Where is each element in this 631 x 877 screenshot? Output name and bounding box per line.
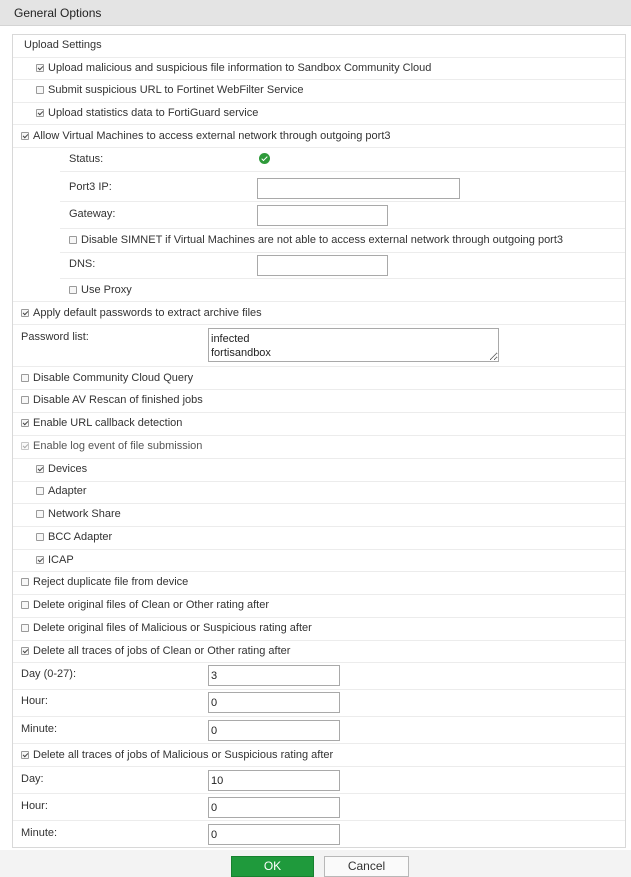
ok-button[interactable]: OK: [231, 856, 314, 877]
log-source-adapter-label: Adapter: [48, 485, 87, 497]
log-source-network-share-checkbox[interactable]: [36, 510, 44, 518]
disable-community-query-checkbox[interactable]: [21, 374, 29, 382]
dialog-footer: [0, 850, 631, 877]
divider: [13, 617, 625, 618]
clean-minute-label: Minute:: [21, 723, 58, 735]
divider: [13, 79, 625, 80]
divider: [13, 147, 625, 148]
reject-duplicate-checkbox[interactable]: [21, 578, 29, 586]
divider: [13, 481, 625, 482]
enable-url-callback-label: Enable URL callback detection: [33, 417, 183, 429]
divider: [13, 594, 625, 595]
upload-settings-heading: Upload Settings: [24, 39, 102, 51]
enable-log-event-label: Enable log event of file submission: [33, 440, 203, 452]
divider: [13, 366, 625, 367]
delete-clean-files-label: Delete original files of Clean or Other rating after: [33, 599, 270, 611]
delete-malicious-files-checkbox[interactable]: [21, 624, 29, 632]
disable-simnet-label: Disable SIMNET if Virtual Machines are not able to access external network through outgoing port3: [81, 234, 564, 246]
divider: [13, 435, 625, 436]
dns-label: DNS:: [69, 258, 96, 270]
use-proxy-checkbox[interactable]: [69, 286, 77, 294]
divider: [13, 662, 625, 663]
disable-av-rescan-checkbox[interactable]: [21, 396, 29, 404]
divider: [13, 766, 625, 767]
divider: [13, 102, 625, 103]
log-source-icap-checkbox[interactable]: [36, 556, 44, 564]
divider: [13, 689, 625, 690]
divider: [60, 171, 625, 172]
divider: [60, 252, 625, 253]
log-source-icap-label: ICAP: [48, 554, 74, 566]
log-source-devices-label: Devices: [48, 463, 88, 475]
divider: [60, 278, 625, 279]
delete-clean-traces-label: Delete all traces of jobs of Clean or Other rating after: [33, 645, 291, 657]
use-proxy-label: Use Proxy: [81, 284, 132, 296]
apply-default-passwords-label: Apply default passwords to extract archive files: [33, 307, 262, 319]
disable-simnet-checkbox[interactable]: [69, 236, 77, 244]
delete-clean-files-checkbox[interactable]: [21, 601, 29, 609]
clean-minute-input[interactable]: [208, 720, 340, 741]
upload-statistics-checkbox[interactable]: [36, 109, 44, 117]
log-source-network-share-label: Network Share: [48, 508, 121, 520]
divider: [13, 743, 625, 744]
divider: [13, 458, 625, 459]
divider: [13, 820, 625, 821]
divider: [13, 716, 625, 717]
password-list-label: Password list:: [21, 331, 89, 343]
malicious-minute-input[interactable]: [208, 824, 340, 845]
password-list-textarea[interactable]: [208, 328, 499, 362]
divider: [13, 389, 625, 390]
divider: [13, 549, 625, 550]
divider: [13, 526, 625, 527]
disable-av-rescan-label: Disable AV Rescan of finished jobs: [33, 394, 203, 406]
upload-malicious-label: Upload malicious and suspicious file information to Sandbox Community Cloud: [48, 62, 432, 74]
divider: [13, 124, 625, 125]
upload-malicious-checkbox[interactable]: [36, 64, 44, 72]
apply-default-passwords-checkbox[interactable]: [21, 309, 29, 317]
divider: [13, 301, 625, 302]
port3-ip-input[interactable]: [257, 178, 460, 199]
submit-suspicious-url-checkbox[interactable]: [36, 86, 44, 94]
malicious-minute-label: Minute:: [21, 827, 58, 839]
gateway-input[interactable]: [257, 205, 388, 226]
enable-url-callback-checkbox[interactable]: [21, 419, 29, 427]
delete-clean-traces-checkbox[interactable]: [21, 647, 29, 655]
dialog-header: [0, 0, 631, 26]
delete-malicious-traces-checkbox[interactable]: [21, 751, 29, 759]
dialog-title: General Options: [14, 6, 102, 20]
dns-input[interactable]: [257, 255, 388, 276]
log-source-devices-checkbox[interactable]: [36, 465, 44, 473]
divider: [13, 324, 625, 325]
allow-vm-external-checkbox[interactable]: [21, 132, 29, 140]
submit-suspicious-url-label: Submit suspicious URL to Fortinet WebFilter Service: [48, 84, 304, 96]
upload-statistics-label: Upload statistics data to FortiGuard service: [48, 107, 259, 119]
log-source-bcc-adapter-checkbox[interactable]: [36, 533, 44, 541]
clean-day-input[interactable]: [208, 665, 340, 686]
reject-duplicate-label: Reject duplicate file from device: [33, 576, 189, 588]
divider: [13, 793, 625, 794]
enable-log-event-checkbox: [21, 442, 29, 450]
clean-day-label: Day (0-27):: [21, 668, 77, 680]
divider: [13, 57, 625, 58]
malicious-day-input[interactable]: [208, 770, 340, 791]
delete-malicious-files-label: Delete original files of Malicious or Suspicious rating after: [33, 622, 312, 634]
malicious-hour-label: Hour:: [21, 800, 48, 812]
clean-hour-label: Hour:: [21, 695, 48, 707]
divider: [13, 571, 625, 572]
malicious-day-label: Day:: [21, 773, 44, 785]
delete-malicious-traces-label: Delete all traces of jobs of Malicious or Suspicious rating after: [33, 749, 334, 761]
divider: [13, 412, 625, 413]
clean-hour-input[interactable]: [208, 692, 340, 713]
malicious-hour-input[interactable]: [208, 797, 340, 818]
status-label: Status:: [69, 153, 104, 165]
log-source-bcc-adapter-label: BCC Adapter: [48, 531, 113, 543]
gateway-label: Gateway:: [69, 208, 116, 220]
log-source-adapter-checkbox[interactable]: [36, 487, 44, 495]
divider: [60, 201, 625, 202]
disable-community-query-label: Disable Community Cloud Query: [33, 372, 194, 384]
divider: [13, 503, 625, 504]
divider: [13, 640, 625, 641]
port3-ip-label: Port3 IP:: [69, 181, 112, 193]
allow-vm-external-label: Allow Virtual Machines to access external network through outgoing port3: [33, 130, 391, 142]
cancel-button[interactable]: Cancel: [324, 856, 409, 877]
check-circle-icon: [259, 153, 270, 164]
divider: [60, 228, 625, 229]
